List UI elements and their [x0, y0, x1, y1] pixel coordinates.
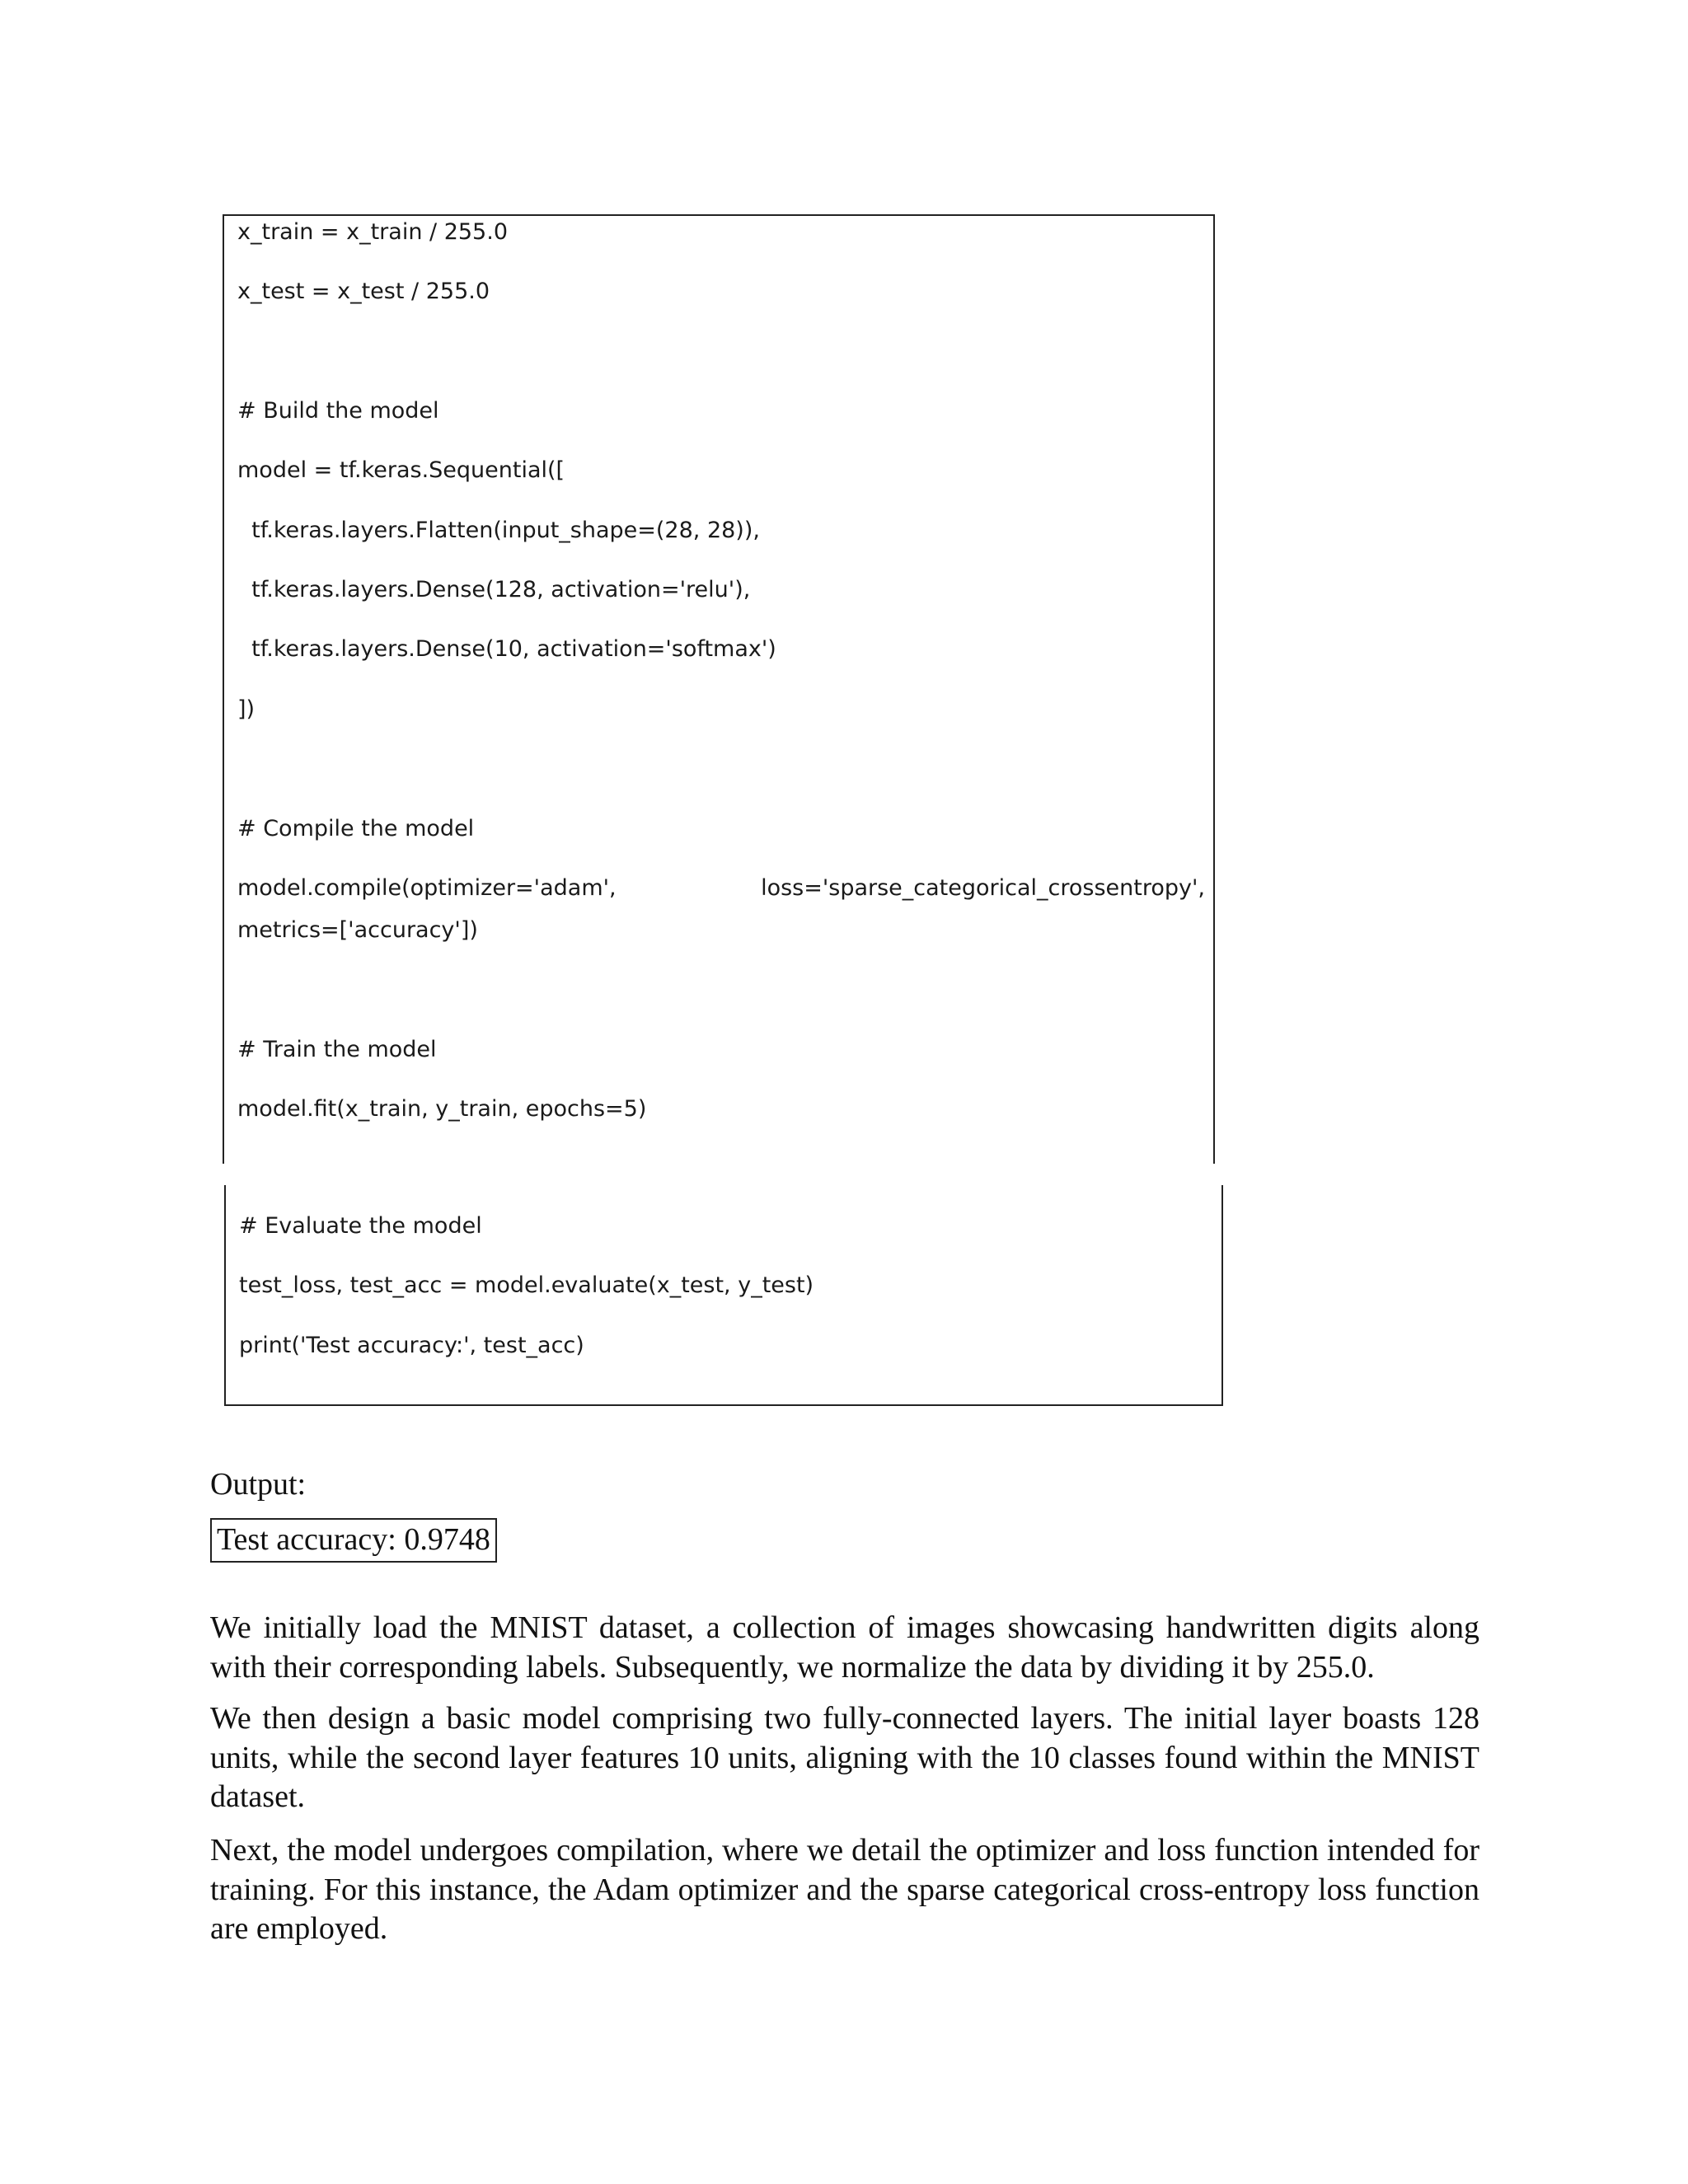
- code-line: tf.keras.layers.Dense(10, activation='softmax'): [237, 636, 776, 662]
- code-comment: # Evaluate the model: [239, 1213, 482, 1239]
- code-comment: # Build the model: [237, 398, 439, 424]
- code-line: model.compile(optimizer='adam',: [237, 875, 617, 901]
- code-line: metrics=['accuracy']): [237, 917, 478, 943]
- code-line: x_train = x_train / 255.0: [237, 219, 508, 245]
- paragraph: We then design a basic model comprising two fully-connected layers. The initial layer boasts 128 units, while the second layer features 10 units, aligning with the 10 classes found within the MNIST dataset.: [210, 1701, 1479, 1814]
- code-line: tf.keras.layers.Dense(128, activation='relu'),: [237, 577, 751, 602]
- paragraph: We initially load the MNIST dataset, a collection of images showcasing handwritten digits along with their corresponding labels. Subsequently, we normalize the data by dividing it by 255.0.: [210, 1610, 1479, 1685]
- code-line: x_test = x_test / 255.0: [237, 279, 490, 304]
- code-block-training: [223, 214, 1215, 1164]
- output-label: Output:: [210, 1467, 307, 1502]
- code-line: test_loss, test_acc = model.evaluate(x_test, y_test): [239, 1272, 814, 1298]
- code-line: print('Test accuracy:', test_acc): [239, 1333, 584, 1358]
- code-line: tf.keras.layers.Flatten(input_shape=(28, 28)),: [237, 518, 760, 543]
- paragraph: Next, the model undergoes compilation, where we detail the optimizer and loss function intended for training. For this instance, the Adam optimizer and the sparse categorical cross-entropy loss function are employed.: [210, 1833, 1479, 1946]
- output-result-box: Test accuracy: 0.9748: [210, 1518, 497, 1563]
- code-comment: # Train the model: [237, 1037, 437, 1062]
- code-line: loss='sparse_categorical_crossentropy',: [761, 875, 1205, 901]
- code-line: model = tf.keras.Sequential([: [237, 457, 565, 483]
- code-comment: # Compile the model: [237, 816, 475, 841]
- code-block-evaluation: [224, 1185, 1223, 1406]
- code-line: model.fit(x_train, y_train, epochs=5): [237, 1096, 647, 1122]
- code-line: ]): [237, 696, 256, 722]
